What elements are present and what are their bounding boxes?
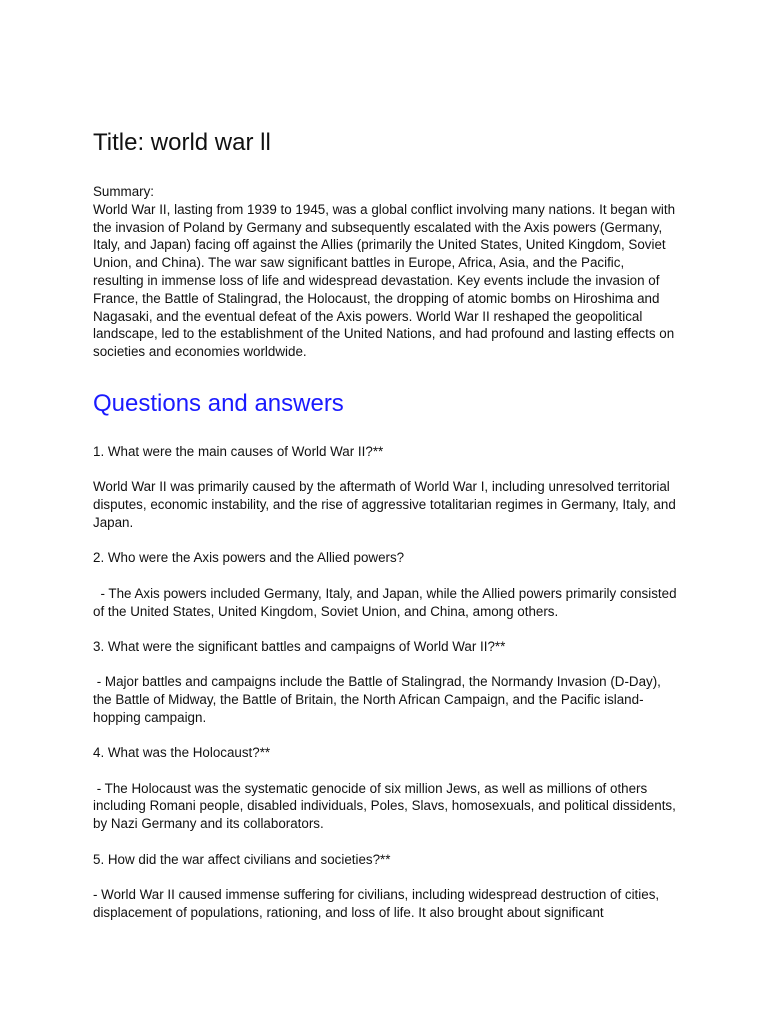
summary-label: Summary: [93, 184, 155, 199]
question-4: 4. What was the Holocaust?** [93, 745, 271, 761]
document-title: Title: world war ll [93, 129, 271, 156]
answer-5: - World War II caused immense suffering for civilians, including widespread destruction of cities, displacement of populations, rationing, and loss of life. It also brought about significant [93, 887, 663, 920]
answer-3: - Major battles and campaigns include the Battle of Stalingrad, the Normandy Invasion (D-Day), the Battle of Midway, the Battle of Britain, the North African Campaign, and the Pacific island-hopping campaign. [93, 674, 665, 725]
answer-2: - The Axis powers included Germany, Italy, and Japan, while the Allied powers primarily consisted of the United States, United Kingdom, Soviet Union, and China, among others. [93, 585, 681, 619]
qa-list [93, 443, 681, 922]
document-page [93, 128, 681, 939]
answer-1: World War II was primarily caused by the aftermath of World War I, including unresolved territorial disputes, economic instability, and the rise of aggressive totalitarian regimes in Germany, Italy, and Japan. [93, 479, 680, 530]
question-2: 2. Who were the Axis powers and the Allied powers? [93, 550, 405, 566]
summary-text: World War II, lasting from 1939 to 1945, was a global conflict involving many nations. It began with the invasion of Poland by Germany and subsequently escalated with the Axis powers (Germany, Italy, and Japan) facing off against the Allies (primarily the United States, United Kingdom, Soviet Union, and China). The war saw significant battles in Europe, Africa, Asia, and the Pacific, resulting in immense loss of life and widespread devastation. Key events include the invasion of France, the Battle of Stalingrad, the Holocaust, the dropping of atomic bombs on Hiroshima and Nagasaki, and the eventual defeat of the Axis powers. World War II reshaped the geopolitical landscape, led to the establishment of the United Nations, and had profound and lasting effects on societies and economies worldwide. [93, 201, 679, 360]
section-heading-qa: Questions and answers [93, 389, 344, 417]
question-1: 1. What were the main causes of World War II?** [93, 443, 384, 459]
answer-4: - The Holocaust was the systematic genocide of six million Jews, as well as millions of others including Romani people, disabled individuals, Poles, Slavs, homosexuals, and political dissidents, by Nazi Germany and its collaborators. [93, 780, 680, 832]
question-5: 5. How did the war affect civilians and societies?** [93, 851, 391, 867]
question-3: 3. What were the significant battles and campaigns of World War II?** [93, 638, 506, 654]
